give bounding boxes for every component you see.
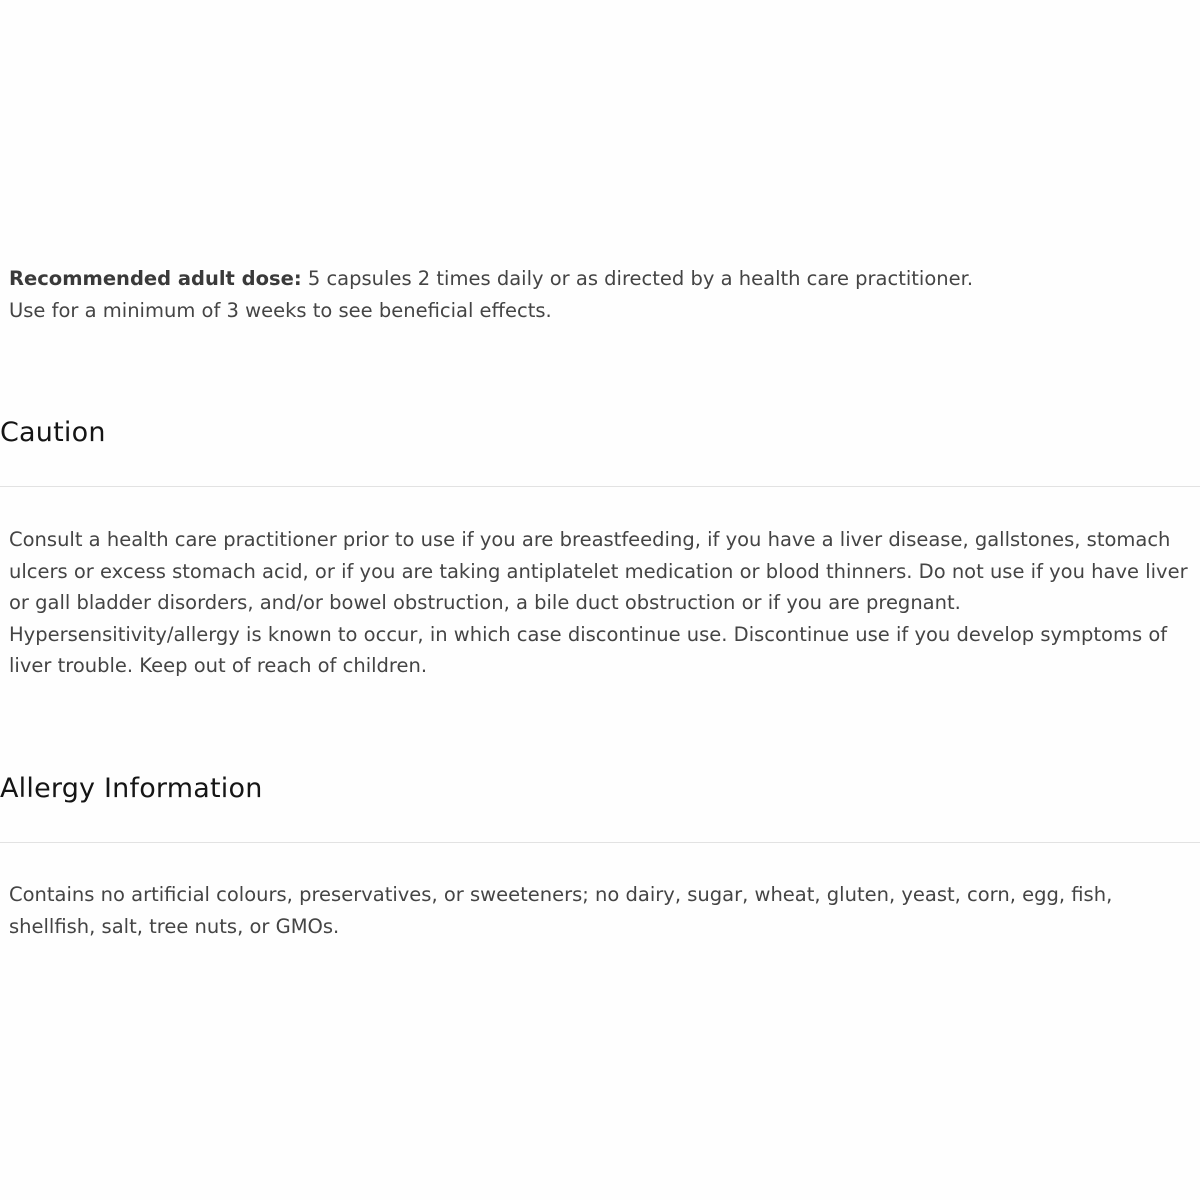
caution-text: Consult a health care practitioner prior to use if you are breastfeeding, if you have a liver disease, gallstones, stomach ulcers or excess stomach acid, or if you are taking antiplatelet medication or blood thinners. Do not use if you have liver or gall bladder disorders, and/or bowel obstruction, a bile duct obstruction or if you are pregnant. Hypersensitivity/allergy is known to occur, in which case discontinue use. Discontinue use if you develop symptoms of liver trouble. Keep out of reach of children. (9, 528, 1188, 678)
recommended-dose (9, 263, 1194, 326)
caution-divider (0, 486, 1200, 487)
allergy-heading: Allergy Information (0, 773, 263, 804)
allergy-divider (0, 842, 1200, 843)
dose-label: Recommended adult dose: (9, 267, 302, 290)
caution-heading: Caution (0, 417, 106, 448)
allergy-text: Contains no artificial colours, preservatives, or sweeteners; no dairy, sugar, wheat, gluten, yeast, corn, egg, fish, shellfish, salt, tree nuts, or GMOs. (9, 883, 1113, 938)
dose-duration: Use for a minimum of 3 weeks to see beneficial effects. (9, 298, 552, 322)
dose-instructions: 5 capsules 2 times daily or as directed by a health care practitioner. (301, 267, 974, 290)
